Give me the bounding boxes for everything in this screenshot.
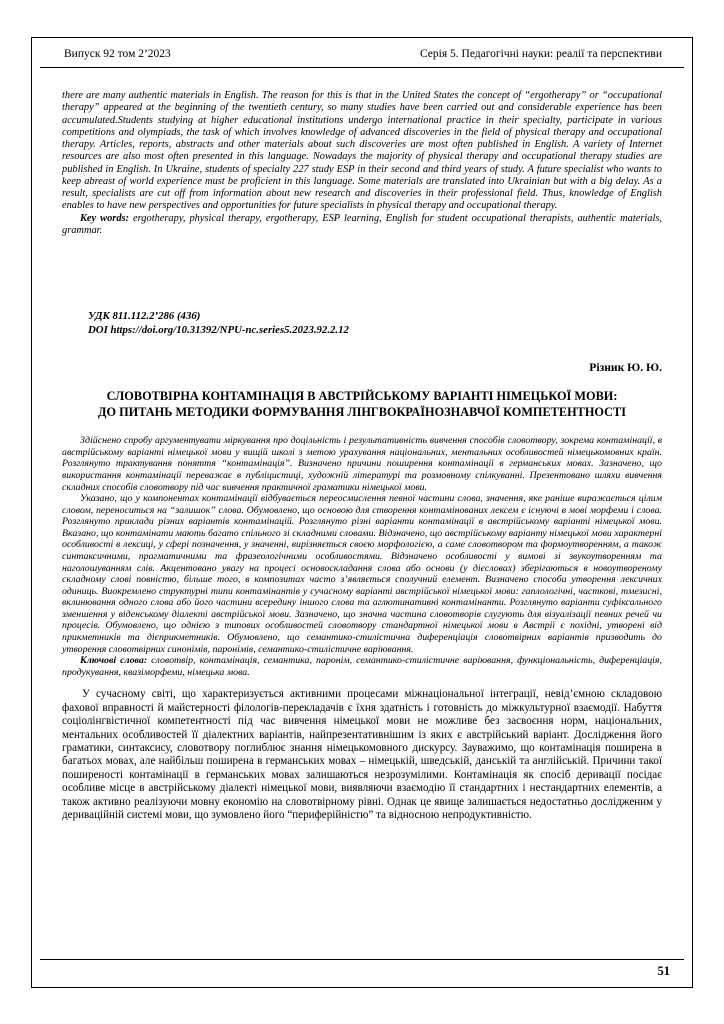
english-keywords-label: Key words: [80, 212, 130, 224]
body-paragraph-1: У сучасному світі, що характеризується активними процесами міжнаціональної інтеграції, невід’ємною складовою фахової вправності й майстерності філологів-перекладачів є їхня здатність і готовність до міжкультурної взаємодії. Набуття соціолінгвістичної компетентності під час вивчення німецької мови не можливе без засвоєння норм, національних, ментальних особливостей її діалектних варіантів, найпрезентативнішим із яких є австрійський варіант. Дослідження його граматики, синтаксису, словотвору поглиблює знання німецькомовного дискурсу. Зауважимо, що контамінація поширена в багатьох мовах, але найбільш поширена в германських мовах – німецькій, шведській, данській та англійській. Причини такої поширеності контамінації в германських мовах залишаються незрозумілими. Контамінація як спосіб деривації посідає особливе місце в австрійському діалекті німецької мови, виявляючи взаємодію її стандартних і нестандартних елементів, а також активно реалізуючи мовну економію на словотвірному рівні. Однак це явище залишається недостатньо дослідженим у дериваційній системі мови, що зумовлено його “периферійністю” та відносною непродуктивністю. [62, 688, 662, 822]
abstract-paragraph-1: Здійснено спробу аргументувати міркування про доцільність і результативність вивчення способів словотвору, зокрема контамінації, в австрійському варіанті німецької мови у вищій школі з метою урахування національних, ментальних особливостей німецькомовних країн. Розглянуто трактування поняття “контамінація”. Визначено причини поширення контамінації в германських мовах. Зазначено, що використання контамінації переважає в публіцистиці, художній літературі та розмовному спілкуванні. Презентовано шляхи вивчення складних способів словотвору під час вивчення практичної граматики німецької мови. [62, 435, 662, 493]
article-meta [88, 309, 662, 337]
ukrainian-keywords [62, 655, 662, 678]
ukrainian-keywords-text: словотвір, контамінація, семантика, паронім, семантико-стилістичне варіювання, функціональність, диференціація, продукування, квазіморфеми, німецька мова. [62, 655, 662, 678]
english-abstract-text: there are many authentic materials in English. The reason for this is that in the United States the concept of “ergotherapy” or “occupational therapy” appeared at the beginning of the twentieth century, so many studies have been carried out and considerable experience has been accumulated.Students studying at higher educational institutions undergo international practice in their specialty, participate in various competitions and olympiads, the task of which involves knowledge of advanced discoveries in the field of physical therapy and occupational therapy. Articles, reports, abstracts and other materials about such discoveries are most often published in English. A variety of Internet resources are also most often presented in this language. Nowadays the majority of physical therapy and occupational therapy studies are published in English. In Ukraine, students of specialty 227 study ESP in their second and third years of study. A future specialist who wants to keep abreast of world experience must be proficient in this language. Some materials are translated into Ukrainian but with a big delay. As a result, specialists are cut off from information about new research and discoveries in their professional field. Thus, knowledge of English enables to have new perspectives and opportunities for future specialists in physical therapy and occupational therapy. [62, 90, 662, 212]
author-name: Різник Ю. Ю. [589, 361, 662, 375]
article-title-line2: ДО ПИТАНЬ МЕТОДИКИ ФОРМУВАННЯ ЛІНГВОКРАЇНОЗНАВЧОЇ КОМПЕТЕНТНОСТІ [97, 405, 627, 420]
header-series: Серія 5. Педагогічні науки: реалії та перспективи [420, 48, 662, 60]
ukrainian-keywords-label: Ключові слова: [80, 655, 148, 667]
english-keywords-text: ergotherapy, physical therapy, ergotherapy, ESP learning, English for student occupational therapists, authentic materials, grammar. [62, 212, 663, 236]
page-number: 51 [657, 964, 670, 978]
udc-line: УДК 811.112.2’286 (436) [88, 310, 201, 323]
abstract-paragraph-2: Указано, що у компонентах контамінації відбувається переосмислення певної частини слова, значення, яке раніше виражається цілим словом, переноситься на “залишок” слова. Обумовлено, що основою для створення контамінованих лексем є існуючі в мові морфеми і слова. Розглянуто приклади різних варіантів контамінацій. Розглянуто різні варіанти контамінації в австрійському варіанті німецької мови. Вказано, що контамінати мають багато спільного зі складними словами. Відзначено, що австрійському варіанту німецької мови характерні особливості в лексиці, у сфері позначення, у значенні, вирізняється своєю морфологією, а саме словотвором та формоутворенням, а також синтаксичними, прагматичними та фразеологічними особливостями. Відзначено особливості у вимові зі звукоутворенням та наголошуванням слів. Акцентовано увагу на процесі основоскладання слова або основи (у дієсловах) зберігаються в новоутвореному складному слові повністю, більше того, в композитах часто з’являється сполучний елемент. Визначено способи утворення лексичних одиниць. Виокремлено структурні типи контамінантів у сучасному варіанті австрійської німецької мови: гаплологічні, часткові, тмезисні, вклинювання одного слова або його частини всередину іншого слова та аглютинативні контамінанти. Розглянуто варіанти суфіксального зменшення у віденському діалекті австрійської мови. Зазначено, що значна частина словотворів слугують для візуалізації певних речей чи процесів. Обумовлено, що однією з типових особливостей словотвору стандартної німецької мови в Австрії є похідні, утворені від прикметників та дієприкметників. Обумовлено, що семантико-стилістична диференціація словотвірних варіантів призводить до утворення словотвірних синонімів, паронімів, семантико-стилістичне варіювання. [62, 493, 662, 655]
article-title-line1: СЛОВОТВІРНА КОНТАМІНАЦІЯ В АВСТРІЙСЬКОМУ ВАРІАНТІ НІМЕЦЬКОЇ МОВИ: [106, 389, 618, 404]
article-title [62, 389, 662, 421]
english-keywords [62, 213, 662, 238]
page-content [62, 78, 662, 823]
page-footer [40, 959, 684, 980]
header-issue: Випуск 92 том 2’2023 [64, 48, 171, 60]
page-header [40, 46, 684, 68]
page-frame [31, 37, 693, 988]
doi-line: DOI https://doi.org/10.31392/NPU-nc.series5.2023.92.2.12 [88, 324, 349, 337]
